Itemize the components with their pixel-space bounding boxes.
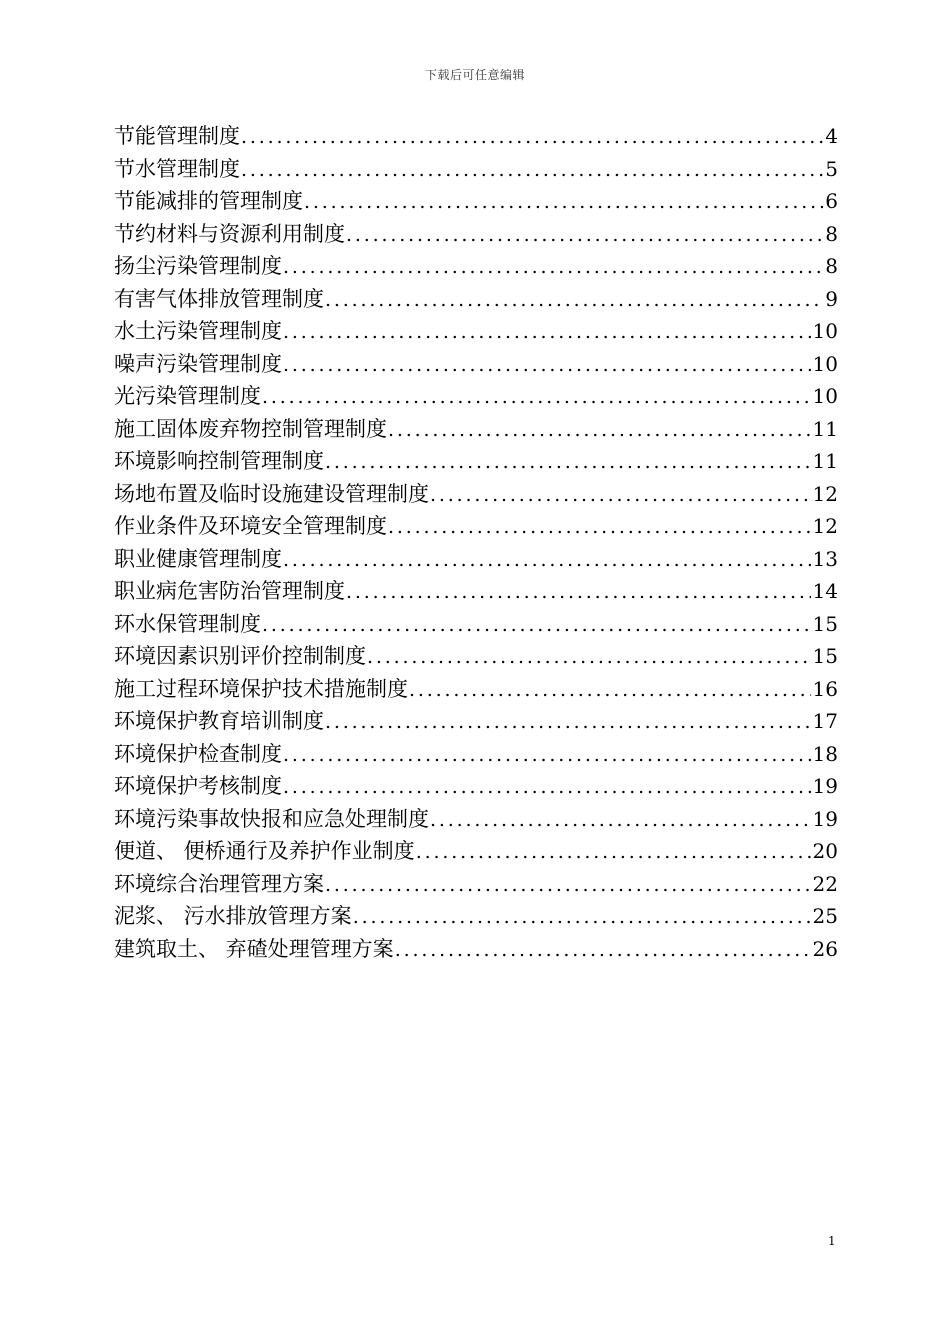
toc-dot-leader bbox=[282, 771, 811, 803]
toc-entry-title: 作业条件及环境安全管理制度 bbox=[114, 514, 387, 538]
toc-entry-page-number: 4 bbox=[825, 124, 838, 148]
toc-entry[interactable] bbox=[114, 543, 838, 576]
toc-dot-leader bbox=[261, 381, 811, 413]
toc-entry[interactable] bbox=[114, 510, 838, 543]
toc-dot-leader bbox=[282, 251, 823, 283]
toc-entry-title: 节水管理制度 bbox=[114, 156, 240, 181]
toc-dot-leader bbox=[387, 511, 811, 543]
toc-entry-page-number: 9 bbox=[825, 286, 838, 311]
header-note: 下载后可任意编辑 bbox=[424, 68, 525, 82]
toc-dot-leader bbox=[303, 186, 823, 218]
toc-entry-page-number: 12 bbox=[812, 514, 838, 538]
toc-entry[interactable] bbox=[114, 770, 838, 803]
toc-entry[interactable] bbox=[114, 380, 838, 413]
toc-entry-page-number: 15 bbox=[812, 644, 838, 668]
toc-entry-title: 泥浆、 污水排放管理方案 bbox=[114, 904, 352, 928]
toc-entry-title: 职业健康管理制度 bbox=[114, 546, 282, 571]
toc-dot-leader bbox=[345, 576, 811, 608]
toc-entry[interactable] bbox=[114, 738, 838, 771]
toc-entry-page-number: 15 bbox=[812, 611, 838, 636]
toc-entry-title: 环境综合治理管理方案 bbox=[114, 871, 324, 896]
toc-entry-page-number: 13 bbox=[812, 546, 838, 571]
toc-dot-leader bbox=[282, 544, 811, 576]
toc-entry-title: 扬尘污染管理制度 bbox=[114, 254, 282, 278]
toc-entry-page-number: 6 bbox=[825, 189, 838, 213]
toc-dot-leader bbox=[261, 609, 811, 641]
toc-entry-page-number: 10 bbox=[812, 319, 838, 343]
toc-dot-leader bbox=[282, 739, 811, 771]
toc-entry[interactable] bbox=[114, 445, 838, 478]
toc-entry-page-number: 10 bbox=[812, 384, 838, 408]
toc-entry[interactable] bbox=[114, 283, 838, 316]
toc-entry[interactable] bbox=[114, 348, 838, 381]
toc-dot-leader bbox=[429, 804, 811, 836]
toc-entry-page-number: 17 bbox=[812, 709, 838, 733]
toc-entry-page-number: 11 bbox=[812, 449, 838, 473]
toc-entry-title: 环境影响控制管理制度 bbox=[114, 449, 324, 473]
toc-entry[interactable] bbox=[114, 640, 838, 673]
toc-entry-title: 环境保护考核制度 bbox=[114, 774, 282, 798]
toc-entry-title: 节能管理制度 bbox=[114, 124, 240, 148]
toc-dot-leader bbox=[324, 446, 811, 478]
toc-entry[interactable] bbox=[114, 153, 838, 186]
toc-entry-page-number: 11 bbox=[812, 416, 838, 441]
toc-entry-title: 职业病危害防治管理制度 bbox=[114, 579, 345, 603]
toc-entry[interactable] bbox=[114, 835, 838, 868]
toc-entry[interactable] bbox=[114, 673, 838, 706]
toc-entry-title: 环境污染事故快报和应急处理制度 bbox=[114, 806, 429, 831]
toc-dot-leader bbox=[240, 154, 823, 186]
toc-entry-page-number: 16 bbox=[812, 676, 838, 701]
toc-entry[interactable] bbox=[114, 933, 838, 966]
toc-dot-leader bbox=[240, 121, 823, 153]
toc-entry-page-number: 5 bbox=[825, 156, 838, 181]
toc-dot-leader bbox=[352, 901, 811, 933]
toc-dot-leader bbox=[324, 284, 823, 316]
toc-entry[interactable] bbox=[114, 803, 838, 836]
toc-entry[interactable] bbox=[114, 185, 838, 218]
toc-entry-title: 环境因素识别评价控制制度 bbox=[114, 644, 366, 668]
toc-entry-page-number: 22 bbox=[812, 871, 838, 896]
toc-entry-page-number: 8 bbox=[825, 221, 838, 246]
toc-dot-leader bbox=[324, 706, 811, 738]
toc-dot-leader bbox=[429, 479, 811, 511]
toc-entry-title: 建筑取土、 弃碴处理管理方案 bbox=[114, 936, 394, 961]
page-number: 1 bbox=[828, 1234, 836, 1248]
toc-entry-title: 施工固体废弃物控制管理制度 bbox=[114, 416, 387, 441]
toc-dot-leader bbox=[282, 349, 811, 381]
toc-entry-title: 环境保护检查制度 bbox=[114, 741, 282, 766]
toc-entry[interactable] bbox=[114, 120, 838, 153]
toc-entry[interactable] bbox=[114, 218, 838, 251]
toc-entry-title: 环境保护教育培训制度 bbox=[114, 709, 324, 733]
toc-entry[interactable] bbox=[114, 608, 838, 641]
toc-entry-title: 施工过程环境保护技术措施制度 bbox=[114, 676, 408, 701]
toc-entry-title: 光污染管理制度 bbox=[114, 384, 261, 408]
toc-entry-title: 场地布置及临时设施建设管理制度 bbox=[114, 481, 429, 506]
toc-dot-leader bbox=[324, 869, 811, 901]
toc-entry-title: 噪声污染管理制度 bbox=[114, 351, 282, 376]
toc-entry-page-number: 19 bbox=[812, 774, 838, 798]
toc-dot-leader bbox=[415, 836, 811, 868]
toc-entry[interactable] bbox=[114, 900, 838, 933]
toc-entry[interactable] bbox=[114, 478, 838, 511]
toc-entry-page-number: 14 bbox=[812, 579, 838, 603]
toc-entry[interactable] bbox=[114, 250, 838, 283]
toc-entry[interactable] bbox=[114, 868, 838, 901]
table-of-contents bbox=[114, 120, 838, 965]
toc-entry-page-number: 25 bbox=[812, 904, 838, 928]
toc-entry[interactable] bbox=[114, 705, 838, 738]
toc-dot-leader bbox=[387, 414, 811, 446]
toc-dot-leader bbox=[394, 934, 811, 966]
toc-entry-page-number: 12 bbox=[812, 481, 838, 506]
toc-entry-page-number: 19 bbox=[812, 806, 838, 831]
toc-entry[interactable] bbox=[114, 575, 838, 608]
toc-entry-page-number: 26 bbox=[812, 936, 838, 961]
toc-dot-leader bbox=[408, 674, 811, 706]
toc-entry-title: 节约材料与资源利用制度 bbox=[114, 221, 345, 246]
toc-entry-page-number: 20 bbox=[812, 839, 838, 863]
toc-dot-leader bbox=[345, 219, 823, 251]
toc-entry[interactable] bbox=[114, 315, 838, 348]
toc-dot-leader bbox=[282, 316, 811, 348]
toc-entry[interactable] bbox=[114, 413, 838, 446]
toc-entry-title: 便道、 便桥通行及养护作业制度 bbox=[114, 839, 415, 863]
toc-entry-page-number: 10 bbox=[812, 351, 838, 376]
toc-entry-title: 环水保管理制度 bbox=[114, 611, 261, 636]
toc-dot-leader bbox=[366, 641, 811, 673]
toc-entry-title: 有害气体排放管理制度 bbox=[114, 286, 324, 311]
toc-entry-title: 水土污染管理制度 bbox=[114, 319, 282, 343]
toc-entry-page-number: 8 bbox=[825, 254, 838, 278]
toc-entry-title: 节能减排的管理制度 bbox=[114, 189, 303, 213]
toc-entry-page-number: 18 bbox=[812, 741, 838, 766]
